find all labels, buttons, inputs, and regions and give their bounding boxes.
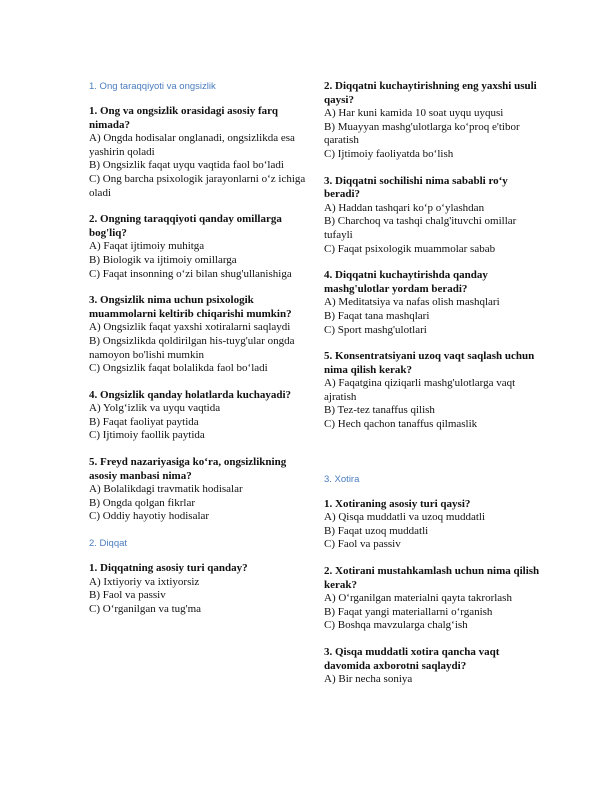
answer-option: C) Sport mashg'ulotlari: [324, 323, 427, 336]
answer-option: B) Tez-tez tanaffus qilish: [324, 404, 435, 417]
question-block: [89, 294, 311, 376]
answer-option: A) Faqatgina qiziqarli mashg'ulotlarga vaqt ajratish: [324, 377, 516, 403]
answer-option: A) Qisqa muddatli va uzoq muddatli: [324, 511, 485, 524]
answer-option: B) Charchoq va tashqi chalg'ituvchi omillar tufayli: [324, 215, 517, 241]
question-block: [324, 565, 546, 633]
answer-option: B) Muayyan mashg'ulotlarga ko‘proq e'tibor qaratish: [324, 120, 520, 147]
left-column: [89, 80, 311, 629]
section-heading-diqqat: 2. Diqqat: [89, 538, 128, 550]
question-block: [324, 269, 546, 337]
question-block: [89, 389, 311, 443]
answer-option: A) Har kuni kamida 10 soat uyqu uyqusi: [324, 107, 504, 120]
question-block: [324, 350, 546, 432]
answer-option: B) Ongda qolgan fikrlar: [89, 496, 195, 509]
question-title: 3. Ongsizlik nima uchun psixologik muammolarni keltirib chiqarishi mumkin?: [89, 294, 292, 320]
answer-option: B) Faol va passiv: [89, 589, 166, 602]
question-block: [324, 498, 546, 552]
answer-option: A) Faqat ijtimoiy muhitga: [89, 240, 205, 253]
question-title: 2. Xotirani mustahkamlash uchun nima qilish kerak?: [324, 565, 540, 591]
answer-option: A) O‘rganilgan materialni qayta takrorlash: [324, 592, 512, 605]
question-block: [89, 456, 311, 524]
answer-option: C) Boshqa mavzularga chalg‘ish: [324, 619, 468, 632]
answer-option: C) Faqat psixologik muammolar sabab: [324, 242, 496, 255]
answer-option: C) Ongsizlik faqat bolalikda faol bo‘ladi: [89, 362, 268, 375]
answer-option: C) Hech qachon tanaffus qilmaslik: [324, 418, 478, 431]
question-block: [324, 175, 546, 257]
question-block: [89, 562, 311, 616]
question-block: [324, 80, 546, 162]
section-heading-xotira: 3. Xotira: [324, 473, 360, 485]
question-title: 4. Diqqatni kuchaytirishda qanday mashg'ulotlar yordam beradi?: [324, 269, 488, 295]
answer-option: A) Bir necha soniya: [324, 673, 413, 686]
answer-option: C) Ong barcha psixologik jarayonlarni o‘z ichiga oladi: [89, 172, 306, 199]
answer-option: A) Ongsizlik faqat yaxshi xotiralarni saqlaydi: [89, 321, 291, 334]
section-spacer: [324, 445, 546, 473]
answer-option: C) Ijtimoiy faollik paytida: [89, 429, 205, 442]
question-title: 5. Konsentratsiyani uzoq vaqt saqlash uchun nima qilish kerak?: [324, 350, 535, 376]
answer-option: C) O‘rganilgan va tug'ma: [89, 602, 202, 615]
answer-option: A) Ixtiyoriy va ixtiyorsiz: [89, 575, 200, 588]
question-title: 2. Diqqatni kuchaytirishning eng yaxshi usuli qaysi?: [324, 80, 537, 106]
answer-option: B) Faqat tana mashqlari: [324, 309, 430, 322]
question-title: 3. Qisqa muddatli xotira qancha vaqt davomida axborotni saqlaydi?: [324, 646, 500, 672]
question-title: 1. Ong va ongsizlik orasidagi asosiy farq nimada?: [89, 105, 278, 131]
right-column: [324, 80, 546, 700]
answer-option: A) Meditatsiya va nafas olish mashqlari: [324, 296, 500, 309]
question-title: 3. Diqqatni sochilishi nima sababli ro‘y beradi?: [324, 174, 508, 201]
answer-option: C) Faol va passiv: [324, 538, 401, 551]
answer-option: B) Ongsizlik faqat uyqu vaqtida faol bo‘ladi: [89, 159, 284, 172]
answer-option: C) Ijtimoiy faoliyatda bo‘lish: [324, 147, 454, 160]
answer-option: A) Haddan tashqari ko‘p o‘ylashdan: [324, 201, 485, 214]
question-title: 5. Freyd nazariyasiga ko‘ra, ongsizlikning asosiy manbasi nima?: [89, 456, 287, 482]
question-title: 1. Diqqatning asosiy turi qanday?: [89, 562, 248, 575]
answer-option: A) Bolalikdagi travmatik hodisalar: [89, 483, 243, 496]
answer-option: B) Biologik va ijtimoiy omillarga: [89, 253, 237, 266]
answer-option: C) Faqat insonning o‘zi bilan shug'ullanishiga: [89, 267, 292, 280]
answer-option: A) Ongda hodisalar onglanadi, ongsizlikda esa yashirin qoladi: [89, 132, 295, 158]
answer-option: B) Faqat uzoq muddatli: [324, 524, 429, 537]
question-title: 1. Xotiraning asosiy turi qaysi?: [324, 497, 471, 510]
question-title: 4. Ongsizlik qanday holatlarda kuchayadi?: [89, 388, 292, 401]
answer-option: A) Yolg‘izlik va uyqu vaqtida: [89, 402, 221, 415]
question-block: [324, 646, 546, 687]
answer-option: B) Ongsizlikda qoldirilgan his-tuyg'ular ongda namoyon bo'lishi mumkin: [89, 334, 295, 361]
question-block: [89, 105, 311, 200]
answer-option: B) Faqat yangi materiallarni o‘rganish: [324, 605, 493, 618]
question-title: 2. Ongning taraqqiyoti qanday omillarga bog'liq?: [89, 213, 282, 239]
section-heading-ong: 1. Ong taraqqiyoti va ongsizlik: [89, 81, 216, 92]
question-block: [89, 213, 311, 281]
answer-option: B) Faqat faoliyat paytida: [89, 415, 199, 428]
answer-option: C) Oddiy hayotiy hodisalar: [89, 510, 210, 523]
